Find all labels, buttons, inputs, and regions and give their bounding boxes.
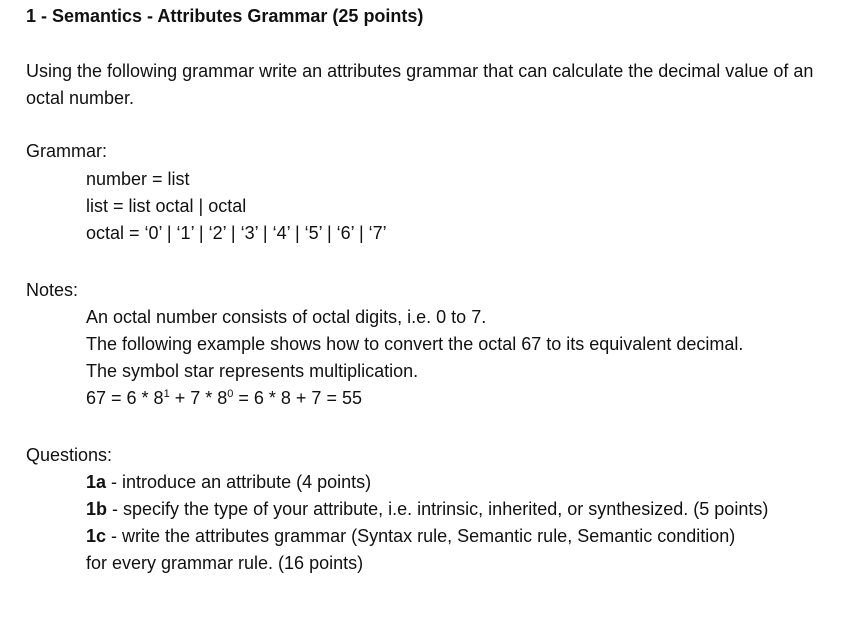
- notes-label: Notes:: [26, 280, 79, 300]
- example-formula: $67 = 6 * 8^1 + 7 * 8^0 = 6 * 8 + 7 = 55$: [86, 388, 362, 408]
- note-line: The following example shows how to convert the octal 67 to its equivalent decimal. The symbol star represents multiplication.: [86, 334, 744, 381]
- grammar-rule: list = list octal | octal: [86, 196, 247, 216]
- question-id: 1c: [86, 526, 107, 546]
- questions-label: Questions:: [26, 445, 113, 465]
- grammar-rule: octal = ‘0’ | ‘1’ | ‘2’ | ‘3’ | ‘4’ | ‘5’ | ‘6’ | ‘7’: [86, 223, 387, 243]
- intro-paragraph: Using the following grammar write an attributes grammar that can calculate the decimal value of an octal number.: [26, 61, 814, 108]
- question-id: 1b: [86, 499, 108, 519]
- questions-block: [86, 469, 806, 577]
- grammar-rules: [86, 166, 806, 247]
- question-title: 1 - Semantics - Attributes Grammar (25 points): [26, 6, 424, 26]
- question-item: 1b - specify the type of your attribute, i.e. intrinsic, inherited, or synthesized. (5 points): [86, 499, 769, 519]
- question-item: 1c - write the attributes grammar (Syntax rule, Semantic rule, Semantic condition) for every grammar rule. (16 points): [86, 526, 736, 573]
- grammar-rule: number = list: [86, 169, 190, 189]
- notes-block: [86, 304, 806, 412]
- question-id: 1a: [86, 472, 107, 492]
- grammar-label: Grammar:: [26, 141, 107, 161]
- note-line: An octal number consists of octal digits, i.e. 0 to 7.: [86, 307, 487, 327]
- question-item: 1a - introduce an attribute (4 points): [86, 472, 372, 492]
